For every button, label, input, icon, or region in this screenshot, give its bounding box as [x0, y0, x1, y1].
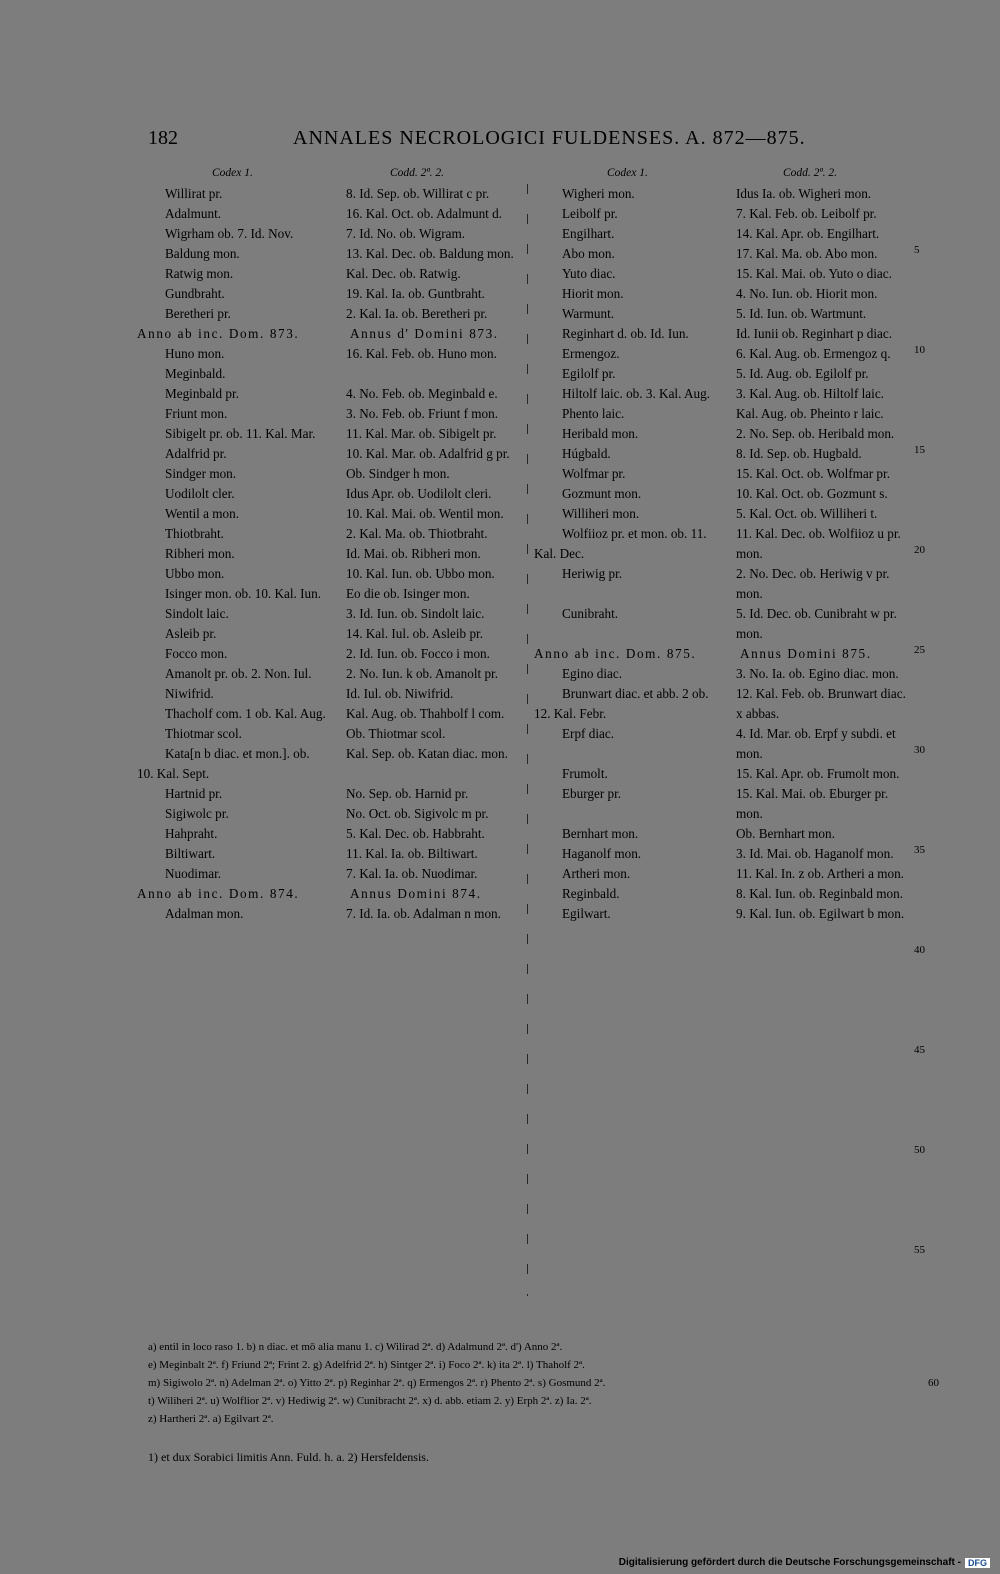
codd-2-entry: 19. Kal. Ia. ob. Guntbraht. — [346, 286, 485, 301]
codex-1-entry: Hartnid pr. — [165, 786, 223, 801]
entry-row — [137, 804, 535, 824]
entry-row — [137, 384, 535, 404]
codd-2-entry: 3. Kal. Aug. ob. Hiltolf laic. — [736, 386, 884, 401]
codd-2-entry: Eo die ob. Isinger mon. — [346, 586, 470, 601]
funding-notice — [619, 1557, 990, 1568]
codex-1-entry: Artheri mon. — [562, 866, 631, 881]
codd-2-entry: 3. Id. Iun. ob. Sindolt laic. — [346, 606, 485, 621]
codd-2-entry: Idus Ia. ob. Wigheri mon. — [736, 186, 872, 201]
footnote-text: a) entil in loco raso 1. b) n diac. et mō alia manu 1. c) Wilirad 2ª. d) Adalmund 2ª. d') Anno 2ª. — [148, 1341, 563, 1353]
codd-2-entry: 2. No. Dec. ob. Heriwig v pr. mon. — [736, 566, 890, 601]
codd-2-entry: 12. Kal. Feb. ob. Brunwart diac. x abbas. — [736, 686, 906, 721]
codd-2-entry: 5. Id. Iun. ob. Wartmunt. — [736, 306, 867, 321]
entry-row — [534, 284, 918, 304]
codex-1-entry: Reginhart d. ob. Id. Iun. — [562, 326, 689, 341]
footnote-line-number: 60 — [928, 1377, 939, 1389]
codd-2-entry: 15. Kal. Oct. ob. Wolfmar pr. — [736, 466, 890, 481]
codex-1-entry: Friunt mon. — [165, 406, 228, 421]
codd-2-entry: 11. Kal. In. z ob. Artheri a mon. — [736, 866, 904, 881]
entry-row — [137, 504, 535, 524]
entry-row — [534, 444, 918, 464]
codd-2-entry: 7. Id. Ia. ob. Adalman n mon. — [346, 906, 501, 921]
codd-2-entry: 5. Kal. Oct. ob. Williheri t. — [736, 506, 878, 521]
codex-1-entry: Sigiwolc pr. — [165, 806, 229, 821]
entry-row — [534, 484, 918, 504]
entry-row — [137, 284, 535, 304]
codex-1-entry: Wigrham ob. 7. Id. Nov. — [165, 226, 294, 241]
footnote-line — [148, 1356, 920, 1374]
codex-1-entry: Wolfmar pr. — [562, 466, 626, 481]
codex-1-entry: Willirat pr. — [165, 186, 223, 201]
entry-row — [534, 184, 918, 204]
codex-1-entry: Anno ab inc. Dom. 874. — [137, 886, 300, 901]
entry-row — [137, 624, 535, 644]
entry-row — [534, 364, 918, 384]
codd-2-entry: Annus Domini 875. — [740, 646, 872, 661]
codd-2-entry: 11. Kal. Dec. ob. Wolfiioz u pr. mon. — [736, 526, 901, 561]
codd-2-entry: 7. Id. No. ob. Wigram. — [346, 226, 465, 241]
codex-1-entry: Beretheri pr. — [165, 306, 231, 321]
page-header — [148, 127, 806, 153]
codex-1-entry: Isinger mon. ob. 10. Kal. Iun. — [165, 586, 322, 601]
footnote-text: t) Wiliheri 2ª. u) Wolflior 2ª. v) Hediwig 2ª. w) Cunibracht 2ª. x) d. abb. etiam 2. y) Erph 2ª. z) Ia. 2ª. — [148, 1395, 592, 1407]
codex-1-entry: Sindger mon. — [165, 466, 237, 481]
codd-2-entry: 6. Kal. Aug. ob. Ermengoz q. — [736, 346, 891, 361]
entry-row — [137, 484, 535, 504]
entry-row — [137, 264, 535, 284]
codd-2-entry: 14. Kal. Apr. ob. Engilhart. — [736, 226, 880, 241]
codex-1-entry: Adalman mon. — [165, 906, 244, 921]
footnotes — [148, 1338, 939, 1428]
codex-1-entry: Heriwig pr. — [562, 566, 623, 581]
footnote-text: z) Hartheri 2ª. a) Egilvart 2ª. — [148, 1413, 274, 1425]
codd-2-entry: 10. Kal. Oct. ob. Gozmunt s. — [736, 486, 888, 501]
codd-2-entry: 10. Kal. Mar. ob. Adalfrid g pr. — [346, 446, 510, 461]
entry-row — [137, 904, 535, 924]
codd-2-entry: Id. Mai. ob. Ribheri mon. — [346, 546, 481, 561]
entry-row — [137, 784, 535, 804]
entry-row — [137, 344, 535, 364]
codex-1-entry: Focco mon. — [165, 646, 228, 661]
codex-1-entry: Williheri mon. — [562, 506, 640, 521]
codd-2-entry: No. Sep. ob. Harnid pr. — [346, 786, 469, 801]
entry-row — [534, 824, 918, 844]
codd-2-entry: 2. Kal. Ma. ob. Thiotbraht. — [346, 526, 488, 541]
codd-2-entry: 3. Id. Mai. ob. Haganolf mon. — [736, 846, 894, 861]
codd-2-entry: Idus Apr. ob. Uodilolt cleri. — [346, 486, 492, 501]
codex-1-entry: Wigheri mon. — [562, 186, 635, 201]
codex-1-entry: Yuto diac. — [562, 266, 616, 281]
entry-row — [137, 204, 535, 224]
codex-1-entry: Egilolf pr. — [562, 366, 616, 381]
codex-1-entry: Meginbald pr. — [165, 386, 239, 401]
codd-2-entry: 11. Kal. Mar. ob. Sibigelt pr. — [346, 426, 497, 441]
entry-row — [137, 824, 535, 844]
entry-row — [137, 224, 535, 244]
entry-row — [534, 324, 918, 344]
codd-2-entry: 2. No. Iun. k ob. Amanolt pr. — [346, 666, 499, 681]
entry-row — [534, 684, 918, 724]
entry-row — [137, 364, 535, 384]
codd-2-entry: 14. Kal. Iul. ob. Asleib pr. — [346, 626, 483, 641]
codd-2-entry: Annus d' Domini 873. — [350, 326, 499, 341]
entry-row — [137, 864, 535, 884]
entry-row — [534, 404, 918, 424]
codd-2-entry: 2. Kal. Ia. ob. Beretheri pr. — [346, 306, 488, 321]
codd-2-entry: 16. Kal. Feb. ob. Huno mon. — [346, 346, 497, 361]
entry-row — [137, 664, 535, 684]
codex-1-entry: Haganolf mon. — [562, 846, 642, 861]
entry-row — [137, 604, 535, 624]
codex-1-entry: Cunibraht. — [562, 606, 619, 621]
entry-row — [137, 464, 535, 484]
codd-2-entry: Kal. Aug. ob. Pheinto r laic. — [736, 406, 884, 421]
codex-1-entry: Egino diac. — [562, 666, 623, 681]
codex-1-entry: Ermengoz. — [562, 346, 620, 361]
codex-1-entry: Eburger pr. — [562, 786, 622, 801]
codd-2-entry: 9. Kal. Iun. ob. Egilwart b mon. — [736, 906, 905, 921]
codd-2-entry: 5. Kal. Dec. ob. Habbraht. — [346, 826, 485, 841]
entry-row — [137, 644, 535, 664]
entry-row — [534, 224, 918, 244]
codex-1-entry: Amanolt pr. ob. 2. Non. Iul. — [165, 666, 312, 681]
entry-row — [137, 424, 535, 444]
codex-1-entry: Ribheri mon. — [165, 546, 235, 561]
left-column — [137, 184, 535, 924]
entry-row — [534, 844, 918, 864]
codd-2-entry: 4. Id. Mar. ob. Erpf y subdi. et mon. — [736, 726, 896, 761]
codd-2-entry: 5. Id. Dec. ob. Cunibraht w pr. mon. — [736, 606, 897, 641]
codex-1-entry: Asleib pr. — [165, 626, 217, 641]
right-column — [534, 184, 918, 924]
funding-text: Digitalisierung gefördert durch die Deutsche Forschungsgemeinschaft - — [618, 1557, 961, 1568]
codex-1-entry: Ubbo mon. — [165, 566, 225, 581]
codd-2-entry: Ob. Thiotmar scol. — [346, 726, 446, 741]
entry-row — [534, 344, 918, 364]
codex-1-entry: Thiotbraht. — [165, 526, 224, 541]
codex-1-entry: Gozmunt mon. — [562, 486, 642, 501]
codd-2-entry: Annus Domini 874. — [350, 886, 482, 901]
entry-row — [137, 564, 535, 584]
codd-2-entry: 10. Kal. Iun. ob. Ubbo mon. — [346, 566, 495, 581]
codd-2-entry: 2. No. Sep. ob. Heribald mon. — [736, 426, 895, 441]
codex-1-entry: Bernhart mon. — [562, 826, 639, 841]
entry-row — [534, 304, 918, 324]
codex-1-entry: Erpf diac. — [562, 726, 614, 741]
codd-2-entry: 8. Id. Sep. ob. Willirat c pr. — [346, 186, 490, 201]
column-headers — [0, 167, 1000, 183]
entry-row — [137, 304, 535, 324]
codd-2-entry: 10. Kal. Mai. ob. Wentil mon. — [346, 506, 504, 521]
footnote-text: m) Sigiwolo 2ª. n) Adelman 2ª. o) Yitto 2ª. p) Reginhar 2ª. q) Ermengos 2ª. r) Phento 2ª. s) Gosmund 2ª. — [148, 1377, 606, 1389]
column-header-codex-1-left: Codex 1. — [212, 167, 253, 179]
codex-1-entry: Wentil a mon. — [165, 506, 240, 521]
codd-2-entry: Id. Iul. ob. Niwifrid. — [346, 686, 454, 701]
entry-row — [137, 704, 535, 724]
line-number: 55 — [914, 1244, 925, 1256]
source-notes: 1) et dux Sorabici limitis Ann. Fuld. h. a. 2) Hersfeldensis. — [148, 1450, 429, 1464]
footnote-line — [148, 1338, 920, 1356]
entry-row — [534, 664, 918, 684]
footnote-line — [148, 1374, 939, 1392]
codd-2-entry: 8. Id. Sep. ob. Hugbald. — [736, 446, 862, 461]
dfg-logo: DFG — [965, 1558, 990, 1568]
codex-1-entry: Reginbald. — [562, 886, 620, 901]
codd-2-entry: 4. No. Feb. ob. Meginbald e. — [346, 386, 498, 401]
footnote-line — [148, 1392, 920, 1410]
codd-2-entry: Id. Iunii ob. Reginhart p diac. — [736, 326, 893, 341]
codex-1-entry: Hahpraht. — [165, 826, 218, 841]
codex-1-entry: Kata[n b diac. et mon.]. ob. 10. Kal. Sept. — [137, 746, 310, 781]
line-number: 30 — [914, 744, 925, 756]
codd-2-entry: Kal. Aug. ob. Thahbolf l com. — [346, 706, 505, 721]
entry-row — [534, 464, 918, 484]
codex-1-entry: Sibigelt pr. ob. 11. Kal. Mar. — [165, 426, 316, 441]
page-title: ANNALES NECROLOGICI FULDENSES. A. 872—875. — [293, 127, 806, 149]
codex-1-entry: Anno ab inc. Dom. 875. — [534, 646, 697, 661]
entry-row — [137, 244, 535, 264]
entry-row — [534, 384, 918, 404]
codex-1-entry: Nuodimar. — [165, 866, 222, 881]
entry-row — [534, 204, 918, 224]
codex-1-entry: Engilhart. — [562, 226, 615, 241]
year-heading-row — [534, 644, 918, 664]
codd-2-entry: 7. Kal. Ia. ob. Nuodimar. — [346, 866, 478, 881]
entry-row — [137, 744, 535, 784]
codd-2-entry: Kal. Dec. ob. Ratwig. — [346, 266, 461, 281]
codex-1-entry: Ratwig mon. — [165, 266, 234, 281]
line-number: 10 — [914, 344, 925, 356]
line-number: 25 — [914, 644, 925, 656]
entry-row — [534, 524, 918, 564]
codex-1-entry: Adalfrid pr. — [165, 446, 227, 461]
codd-2-entry: 17. Kal. Ma. ob. Abo mon. — [736, 246, 878, 261]
codd-2-entry: 3. No. Feb. ob. Friunt f mon. — [346, 406, 499, 421]
entry-row — [137, 184, 535, 204]
column-header-codd-2-right: Codd. 2ª. 2. — [783, 167, 837, 179]
line-number: 35 — [914, 844, 925, 856]
entry-row — [534, 424, 918, 444]
year-heading-row — [137, 324, 535, 344]
column-divider — [527, 184, 528, 1296]
codd-2-entry — [336, 364, 535, 384]
column-header-codd-2-left: Codd. 2ª. 2. — [390, 167, 444, 179]
codex-1-entry: Biltiwart. — [165, 846, 216, 861]
codd-2-entry: Ob. Bernhart mon. — [736, 826, 835, 841]
entry-row — [137, 444, 535, 464]
codex-1-entry: Húgbald. — [562, 446, 611, 461]
entry-row — [137, 544, 535, 564]
codex-1-entry: Uodilolt cler. — [165, 486, 235, 501]
line-number: 20 — [914, 544, 925, 556]
entry-row — [534, 604, 918, 644]
codex-1-entry: Brunwart diac. et abb. 2 ob. 12. Kal. Febr. — [534, 686, 709, 721]
line-number: 40 — [914, 944, 925, 956]
codd-2-entry: 15. Kal. Apr. ob. Frumolt mon. — [736, 766, 900, 781]
codex-1-entry: Niwifrid. — [165, 686, 214, 701]
entry-row — [534, 864, 918, 884]
codex-1-entry: Huno mon. — [165, 346, 225, 361]
entry-row — [534, 904, 918, 924]
year-heading-row — [137, 884, 535, 904]
line-number: 15 — [914, 444, 925, 456]
entry-row — [534, 784, 918, 824]
entry-row — [137, 404, 535, 424]
entry-row — [137, 584, 535, 604]
codex-1-entry: Wolfiioz pr. et mon. ob. 11. Kal. Dec. — [534, 526, 707, 561]
codex-1-entry: Leibolf pr. — [562, 206, 618, 221]
codex-1-entry: Thacholf com. 1 ob. Kal. Aug. — [165, 706, 326, 721]
codex-1-entry: Adalmunt. — [165, 206, 222, 221]
codex-1-entry: Abo mon. — [562, 246, 615, 261]
column-header-codex-1-right: Codex 1. — [607, 167, 648, 179]
codex-1-entry: Phento laic. — [562, 406, 625, 421]
codex-1-entry: Heribald mon. — [562, 426, 639, 441]
entry-row — [534, 244, 918, 264]
entry-row — [137, 844, 535, 864]
codd-2-entry: 4. No. Iun. ob. Hiorit mon. — [736, 286, 878, 301]
codd-2-entry: 3. No. Ia. ob. Egino diac. mon. — [736, 666, 899, 681]
codex-1-entry: Hiorit mon. — [562, 286, 624, 301]
entry-row — [137, 724, 535, 744]
codex-1-entry: Thiotmar scol. — [165, 726, 242, 741]
entry-row — [534, 504, 918, 524]
codd-2-entry: 11. Kal. Ia. ob. Biltiwart. — [346, 846, 478, 861]
codex-1-entry: Hiltolf laic. ob. 3. Kal. Aug. — [562, 386, 710, 401]
line-number: 5 — [914, 244, 920, 256]
entry-row — [534, 764, 918, 784]
footnote-line — [148, 1410, 920, 1428]
codex-1-entry: Gundbraht. — [165, 286, 225, 301]
line-number: 45 — [914, 1044, 925, 1056]
codex-1-entry: Baldung mon. — [165, 246, 240, 261]
codd-2-entry: 8. Kal. Iun. ob. Reginbald mon. — [736, 886, 904, 901]
codex-1-entry: Egilwart. — [562, 906, 611, 921]
codd-2-entry: Ob. Sindger h mon. — [346, 466, 450, 481]
codd-2-entry: 13. Kal. Dec. ob. Baldung mon. — [346, 246, 514, 261]
line-number: 50 — [914, 1144, 925, 1156]
codex-1-entry: Frumolt. — [562, 766, 608, 781]
entry-row — [534, 884, 918, 904]
codd-2-entry: 15. Kal. Mai. ob. Eburger pr. mon. — [736, 786, 889, 821]
entry-row — [534, 724, 918, 764]
codex-1-entry: Anno ab inc. Dom. 873. — [137, 326, 300, 341]
codd-2-entry: No. Oct. ob. Sigivolc m pr. — [346, 806, 489, 821]
entry-row — [534, 264, 918, 284]
entry-row — [534, 564, 918, 604]
codex-1-entry: Meginbald. — [165, 366, 226, 381]
codd-2-entry: Kal. Sep. ob. Katan diac. mon. — [346, 746, 508, 761]
footnote-text: e) Meginbalt 2ª. f) Friund 2ª; Frint 2. g) Adelfrid 2ª. h) Sintger 2ª. i) Foco 2ª. k) ita 2ª. l) Thaholf 2ª. — [148, 1359, 585, 1371]
entry-row — [137, 684, 535, 704]
codex-1-entry: Sindolt laic. — [165, 606, 229, 621]
codd-2-entry: 7. Kal. Feb. ob. Leibolf pr. — [736, 206, 877, 221]
codd-2-entry: 15. Kal. Mai. ob. Yuto o diac. — [736, 266, 892, 281]
codd-2-entry: 5. Id. Aug. ob. Egilolf pr. — [736, 366, 869, 381]
entry-row — [137, 524, 535, 544]
codd-2-entry: 16. Kal. Oct. ob. Adalmunt d. — [346, 206, 503, 221]
codd-2-entry: 2. Id. Iun. ob. Focco i mon. — [346, 646, 490, 661]
codex-1-entry: Warmunt. — [562, 306, 615, 321]
page-number: 182 — [148, 127, 178, 149]
